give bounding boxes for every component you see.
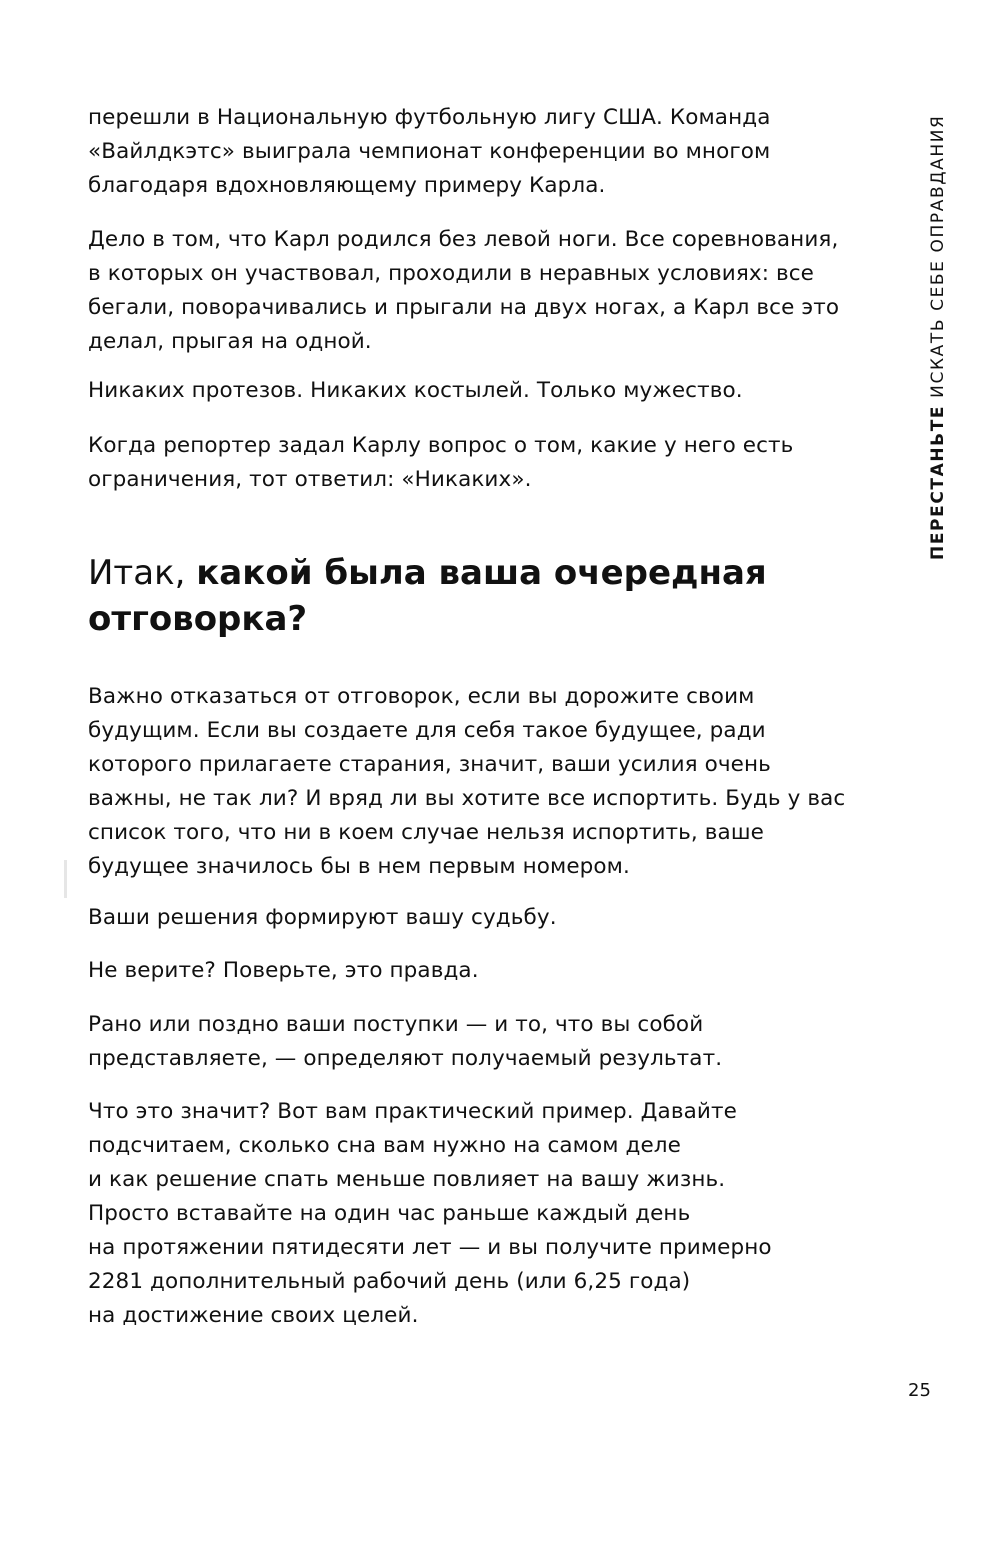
- text-line: Важно отказаться от отговорок, если вы дорожите своим: [88, 684, 755, 709]
- text-line: Рано или поздно ваши поступки — и то, что вы собой: [88, 1012, 704, 1037]
- running-head-bold: ПЕРЕСТАНЬТЕ: [928, 404, 948, 560]
- text-line: будущим. Если вы создаете для себя такое будущее, ради: [88, 718, 766, 743]
- paragraph-karl-leg: [88, 223, 868, 359]
- text-line: 2281 дополнительный рабочий день (или 6,25 года): [88, 1269, 691, 1294]
- text-line: важны, не так ли? И вряд ли вы хотите все испортить. Будь у вас: [88, 786, 846, 811]
- text-line: Дело в том, что Карл родился без левой ноги. Все соревнования,: [88, 227, 839, 252]
- paragraph-reporter-question: [88, 429, 868, 497]
- paragraph-karl-nfl: [88, 101, 868, 203]
- text-line: Никаких протезов. Никаких костылей. Только мужество.: [88, 378, 743, 403]
- section-heading: [88, 550, 868, 642]
- text-line: делал, прыгая на одной.: [88, 329, 372, 354]
- paragraph-believe: [88, 954, 868, 988]
- text-line: «Вайлдкэтс» выиграла чемпионат конференции во многом: [88, 139, 771, 164]
- heading-line-1: [88, 553, 767, 593]
- paragraph-future: [88, 680, 868, 884]
- heading-bold-part-1: какой была ваша очередная: [196, 553, 767, 593]
- text-line: перешли в Национальную футбольную лигу США. Команда: [88, 105, 771, 130]
- text-line: будущее значилось бы в нем первым номером.: [88, 854, 630, 879]
- text-line: благодаря вдохновляющему примеру Карла.: [88, 173, 606, 198]
- text-line: и как решение спать меньше повлияет на вашу жизнь.: [88, 1167, 726, 1192]
- text-line: ограничения, тот ответил: «Никаких».: [88, 467, 532, 492]
- text-line: на достижение своих целей.: [88, 1303, 419, 1328]
- running-head: [928, 115, 948, 560]
- text-line: Не верите? Поверьте, это правда.: [88, 958, 479, 983]
- text-line: Ваши решения формируют вашу судьбу.: [88, 905, 557, 930]
- text-line: список того, что ни в коем случае нельзя испортить, ваше: [88, 820, 764, 845]
- text-line: которого прилагаете старания, значит, ваши усилия очень: [88, 752, 771, 777]
- text-line: Что это значит? Вот вам практический пример. Давайте: [88, 1099, 737, 1124]
- text-line: Просто вставайте на один час раньше каждый день: [88, 1201, 691, 1226]
- paragraph-no-prosthetics: [88, 374, 868, 408]
- scan-edge-mark: [64, 860, 67, 898]
- paragraph-sleep-example: [88, 1095, 868, 1333]
- text-line: Когда репортер задал Карлу вопрос о том, какие у него есть: [88, 433, 794, 458]
- heading-regular: Итак,: [88, 553, 197, 593]
- text-line: в которых он участвовал, проходили в неравных условиях: все: [88, 261, 815, 286]
- paragraph-actions: [88, 1008, 868, 1076]
- text-line: на протяжении пятидесяти лет — и вы получите примерно: [88, 1235, 772, 1260]
- running-head-rest: ИСКАТЬ СЕБЕ ОПРАВДАНИЯ: [928, 114, 948, 398]
- text-line: бегали, поворачивались и прыгали на двух ногах, а Карл все это: [88, 295, 840, 320]
- text-line: представляете, — определяют получаемый результат.: [88, 1046, 723, 1071]
- page-number: 25: [908, 1380, 931, 1401]
- text-line: подсчитаем, сколько сна вам нужно на самом деле: [88, 1133, 681, 1158]
- paragraph-decisions: [88, 901, 868, 935]
- heading-bold-part-2: отговорка?: [88, 599, 308, 639]
